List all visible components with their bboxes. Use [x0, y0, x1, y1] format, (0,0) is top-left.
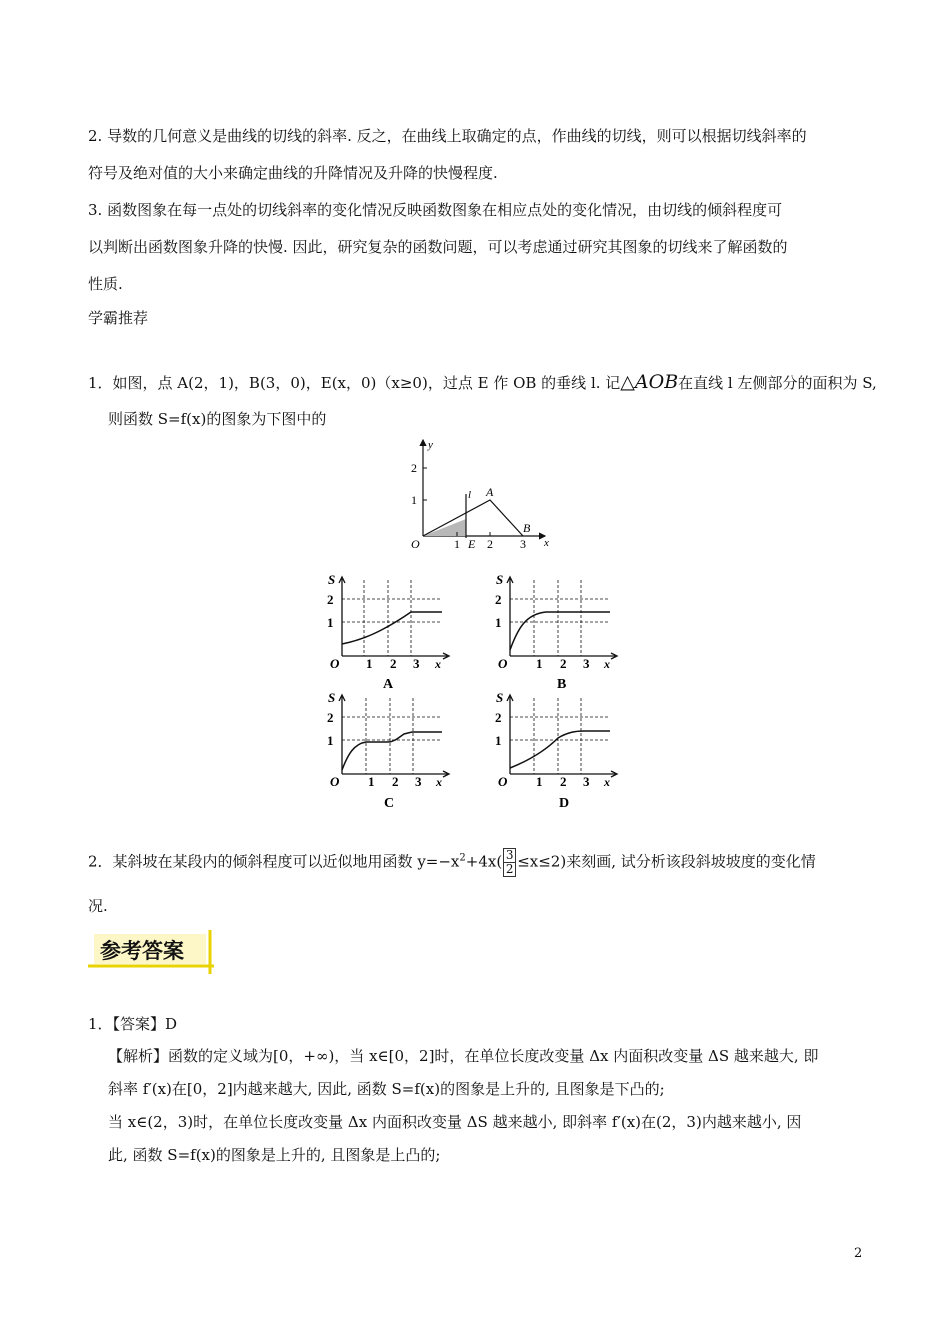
y-tick-2: 2 — [411, 461, 417, 475]
answer-badge-text: 参考答案 — [100, 939, 184, 963]
fraction-box — [503, 848, 516, 877]
triangle-figure — [395, 432, 565, 554]
shaded-region — [423, 519, 466, 536]
point-b-label: B — [523, 521, 531, 535]
triangle-aob: △AOB — [620, 371, 679, 393]
option-a-label: A — [383, 677, 394, 690]
option-a-x-tick-3: 3 — [413, 656, 420, 671]
problem-2-superscript: 2 — [459, 852, 466, 864]
option-d-x-tick-2: 2 — [560, 774, 567, 789]
option-a-y-tick-2: 2 — [327, 592, 334, 607]
option-d-curve — [510, 731, 610, 768]
option-d-graph — [490, 688, 625, 810]
x-axis-label: x — [544, 537, 549, 549]
option-b-x-label: x — [604, 657, 610, 671]
page-number: 2 — [854, 1246, 863, 1261]
option-d-origin: O — [498, 774, 508, 789]
option-a-graph — [322, 570, 457, 690]
option-b-s-label: S — [496, 572, 504, 587]
fraction-numerator: 3 — [505, 848, 514, 862]
option-c-s-label: S — [328, 690, 336, 705]
option-d-y-tick-1: 1 — [495, 733, 502, 748]
option-a-x-tick-1: 1 — [366, 656, 373, 671]
problem-2-text-c: ≤x≤2)来刻画, 试分析该段斜坡坡度的变化情 — [517, 852, 816, 871]
option-d-x-label: x — [604, 775, 610, 789]
option-b-x-tick-2: 2 — [560, 656, 567, 671]
option-c-x-tick-2: 2 — [392, 774, 399, 789]
option-b-x-tick-3: 3 — [583, 656, 590, 671]
paragraph-3-line-1: 3. 函数图象在每一点处的切线斜率的变化情况反映函数图象在相应点处的变化情况，由切线的倾斜程度可 — [88, 201, 783, 219]
option-c-y-tick-2: 2 — [327, 710, 334, 725]
answer-line-4: 当 x∈(2，3)时，在单位长度改变量 Δx 内面积改变量 ΔS 越来越小, 即斜率 f′(x)在(2，3)内越来越小, 因 — [108, 1113, 802, 1131]
option-c-x-tick-1: 1 — [368, 774, 375, 789]
option-c-origin: O — [330, 774, 340, 789]
option-d-label: D — [559, 796, 570, 810]
option-c-y-tick-1: 1 — [327, 733, 334, 748]
problem-1-line-2: 则函数 S=f(x)的图象为下图中的 — [108, 410, 327, 428]
option-a-curve — [342, 612, 442, 644]
point-a-label: A — [486, 485, 494, 499]
x-tick-3: 3 — [520, 537, 526, 551]
problem-2-line-2: 况. — [88, 897, 108, 915]
option-c-x-label: x — [436, 775, 442, 789]
problem-1-text-b: 在直线 l 左侧部分的面积为 S, — [678, 374, 877, 392]
paragraph-2-line-2: 符号及绝对值的大小来确定曲线的升降情况及升降的快慢程度. — [88, 164, 498, 182]
problem-1-text-a: 1．如图，点 A(2，1)，B(3，0)，E(x，0)（x≥0)，过点 E 作 OB 的垂线 l. 记 — [88, 374, 621, 392]
option-d-x-tick-1: 1 — [536, 774, 543, 789]
option-d-x-tick-3: 3 — [583, 774, 590, 789]
answer-badge — [88, 930, 216, 974]
problem-2-text-a: 2．某斜坡在某段内的倾斜程度可以近似地用函数 y=−x — [88, 852, 460, 871]
option-a-x-tick-2: 2 — [390, 656, 397, 671]
option-a-y-tick-1: 1 — [327, 615, 334, 630]
option-b-graph — [490, 570, 625, 690]
answer-line-5: 此, 函数 S=f(x)的图象是上升的, 且图象是上凸的; — [108, 1146, 441, 1164]
option-d-s-label: S — [496, 690, 504, 705]
x-tick-1: 1 — [454, 537, 460, 551]
fraction-denominator: 2 — [505, 862, 514, 876]
option-a-x-label: x — [435, 657, 441, 671]
x-tick-2: 2 — [487, 537, 493, 551]
option-b-curve — [510, 612, 610, 650]
option-b-y-tick-1: 1 — [495, 615, 502, 630]
problem-1-line-1 — [88, 372, 877, 393]
option-b-y-tick-2: 2 — [495, 592, 502, 607]
option-b-x-tick-1: 1 — [536, 656, 543, 671]
paragraph-3-line-2: 以判断出函数图象升降的快慢. 因此，研究复杂的函数问题，可以考虑通过研究其图象的切线来了解函数的 — [88, 238, 788, 256]
option-c-graph — [322, 688, 457, 810]
problem-2-text-b: +4x( — [465, 852, 503, 871]
answer-line-1: 1．【答案】D — [88, 1015, 178, 1033]
y-axis-label: y — [428, 439, 433, 451]
option-b-origin: O — [498, 656, 508, 671]
answer-line-2: 【解析】函数的定义域为[0，+∞)，当 x∈[0，2]时，在单位长度改变量 Δx 内面积改变量 ΔS 越来越大, 即 — [108, 1047, 819, 1065]
y-tick-1: 1 — [411, 493, 417, 507]
option-a-origin: O — [330, 656, 340, 671]
option-c-label: C — [384, 796, 395, 810]
point-e-label: E — [468, 537, 476, 551]
option-a-s-label: S — [328, 572, 336, 587]
answer-line-3: 斜率 f′(x)在[0，2]内越来越大, 因此, 函数 S=f(x)的图象是上升的, 且图象是下凸的; — [108, 1080, 665, 1098]
option-c-x-tick-3: 3 — [415, 774, 422, 789]
origin-label: O — [411, 537, 420, 551]
section-title: 学霸推荐 — [88, 309, 149, 327]
problem-2-line-1 — [88, 848, 816, 877]
option-d-y-tick-2: 2 — [495, 710, 502, 725]
line-l-label: l — [468, 489, 472, 501]
paragraph-2-line-1: 2. 导数的几何意义是曲线的切线的斜率. 反之，在曲线上取确定的点，作曲线的切线，则可以根据切线斜率的 — [88, 127, 807, 145]
paragraph-3-line-3: 性质. — [88, 275, 123, 293]
option-c-curve — [342, 732, 442, 770]
option-b-label: B — [557, 677, 567, 690]
